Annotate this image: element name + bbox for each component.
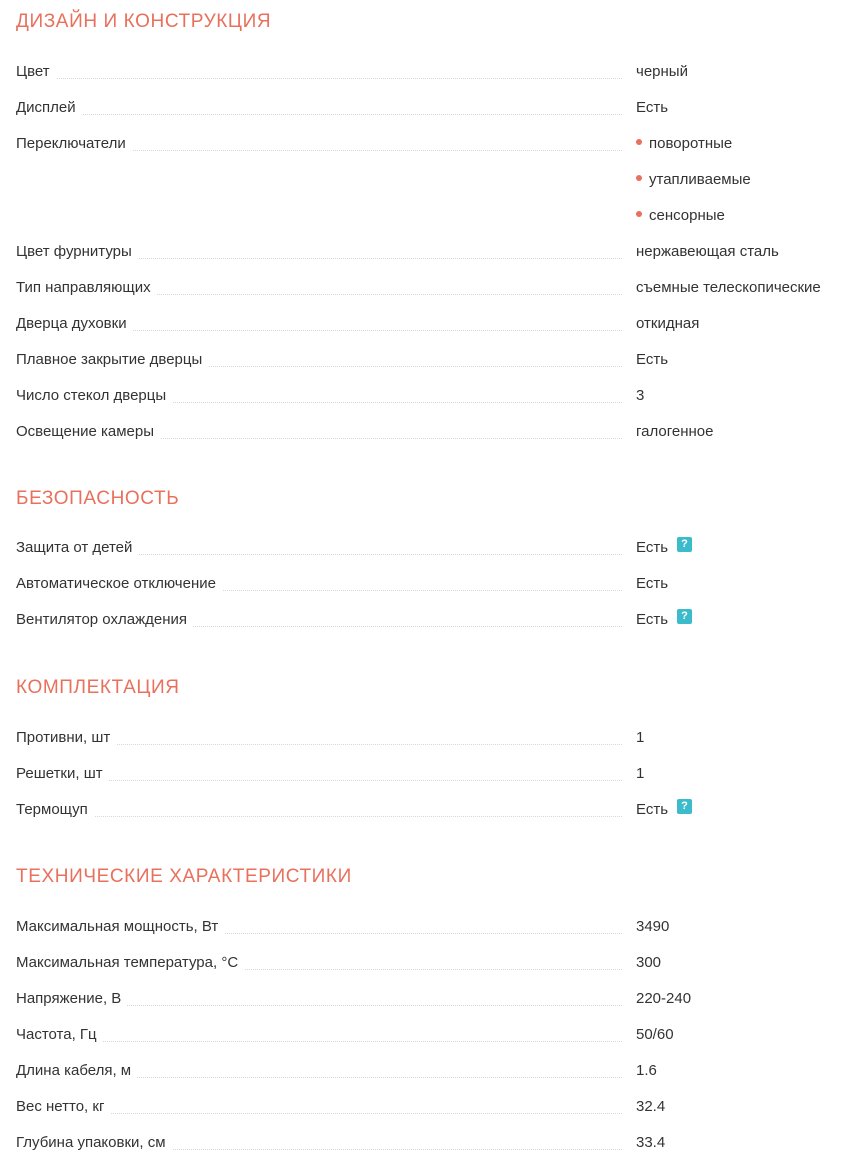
- spec-row-child-lock: [16, 530, 845, 566]
- section-title: ТЕХНИЧЕСКИЕ ХАРАКТЕРИСТИКИ: [16, 866, 352, 887]
- spec-value-item: утапливаемые: [636, 162, 751, 198]
- section-title: КОМПЛЕКТАЦИЯ: [16, 677, 180, 698]
- spec-row-cable-length: [16, 1053, 845, 1089]
- spec-row-frequency: [16, 1017, 845, 1053]
- spec-label: Вентилятор охлаждения: [16, 611, 193, 628]
- spec-row-pack-depth: [16, 1125, 845, 1161]
- spec-value: 220-240: [636, 990, 692, 1007]
- spec-row-display: [16, 90, 845, 126]
- spec-label: Противни, шт: [16, 729, 116, 746]
- spec-value-item: поворотные: [636, 126, 732, 162]
- spec-value-wrap: [636, 602, 692, 638]
- spec-value: Есть: [636, 611, 669, 628]
- spec-value: Есть: [636, 801, 669, 818]
- spec-row-door-glass: [16, 378, 845, 414]
- spec-label: Максимальная мощность, Вт: [16, 918, 224, 935]
- spec-row-voltage: [16, 981, 845, 1017]
- spec-label: Вес нетто, кг: [16, 1098, 110, 1115]
- spec-row-switches: [16, 126, 845, 162]
- spec-value: 33.4: [636, 1134, 666, 1151]
- section-title: БЕЗОПАСНОСТЬ: [16, 488, 180, 509]
- spec-label: Переключатели: [16, 135, 132, 152]
- spec-value: Есть: [636, 351, 669, 368]
- help-icon[interactable]: ?: [677, 799, 692, 814]
- section-tech: [16, 865, 845, 1151]
- spec-label: Решетки, шт: [16, 765, 109, 782]
- spec-row-cooling-fan: [16, 602, 845, 638]
- spec-row-oven-door: [16, 306, 845, 342]
- spec-row-max-power: [16, 909, 845, 945]
- section-design: [16, 10, 845, 440]
- spec-label: Число стекол дверцы: [16, 387, 172, 404]
- spec-label: Длина кабеля, м: [16, 1062, 137, 1079]
- spec-value: Есть: [636, 575, 669, 592]
- spec-label: Освещение камеры: [16, 423, 160, 440]
- spec-label: Максимальная температура, °С: [16, 954, 244, 971]
- spec-row-max-temp: [16, 945, 845, 981]
- spec-label: Дисплей: [16, 99, 82, 116]
- bullet-icon: [636, 175, 642, 181]
- spec-value-wrap: [636, 792, 692, 828]
- spec-row-trays: [16, 720, 845, 756]
- spec-value: галогенное: [636, 423, 714, 440]
- spec-label: Цвет: [16, 63, 56, 80]
- spec-value: съемные телескопические: [636, 279, 821, 296]
- spec-value: 1: [636, 765, 645, 782]
- spec-row-probe: [16, 792, 845, 828]
- bullet-icon: [636, 211, 642, 217]
- spec-value: 1: [636, 729, 645, 746]
- spec-value: 1.6: [636, 1062, 657, 1079]
- spec-label: Плавное закрытие дверцы: [16, 351, 208, 368]
- spec-value: откидная: [636, 315, 700, 332]
- spec-label: Термощуп: [16, 801, 94, 818]
- spec-row-fittings-color: [16, 234, 845, 270]
- spec-row-switches-3: [16, 198, 845, 234]
- spec-label: Напряжение, В: [16, 990, 127, 1007]
- help-icon[interactable]: ?: [677, 537, 692, 552]
- spec-value: Есть: [636, 99, 669, 116]
- spec-label: Глубина упаковки, см: [16, 1134, 172, 1151]
- section-safety: [16, 487, 845, 628]
- bullet-icon: [636, 139, 642, 145]
- spec-label: Защита от детей: [16, 539, 138, 556]
- help-icon[interactable]: ?: [677, 609, 692, 624]
- spec-value: Есть: [636, 539, 669, 556]
- spec-value: 3490: [636, 918, 670, 935]
- spec-label: Дверца духовки: [16, 315, 133, 332]
- spec-row-switches-2: [16, 162, 845, 198]
- spec-value-item: сенсорные: [636, 198, 725, 234]
- spec-value-wrap: [636, 530, 692, 566]
- spec-value: 32.4: [636, 1098, 666, 1115]
- spec-row-net-weight: [16, 1089, 845, 1125]
- spec-value: 50/60: [636, 1026, 674, 1043]
- spec-row-color: [16, 54, 845, 90]
- spec-label: Цвет фурнитуры: [16, 243, 138, 260]
- spec-row-grids: [16, 756, 845, 792]
- spec-value: черный: [636, 63, 688, 80]
- spec-label: Тип направляющих: [16, 279, 157, 296]
- spec-row-rails-type: [16, 270, 845, 306]
- spec-label: Автоматическое отключение: [16, 575, 222, 592]
- spec-row-lighting: [16, 414, 845, 450]
- section-title: ДИЗАЙН И КОНСТРУКЦИЯ: [16, 11, 272, 32]
- spec-value: 300: [636, 954, 662, 971]
- spec-label: Частота, Гц: [16, 1026, 103, 1043]
- spec-value: нержавеющая сталь: [636, 243, 779, 260]
- section-package: [16, 676, 845, 818]
- spec-row-soft-close: [16, 342, 845, 378]
- spec-value: 3: [636, 387, 645, 404]
- spec-row-auto-off: [16, 566, 845, 602]
